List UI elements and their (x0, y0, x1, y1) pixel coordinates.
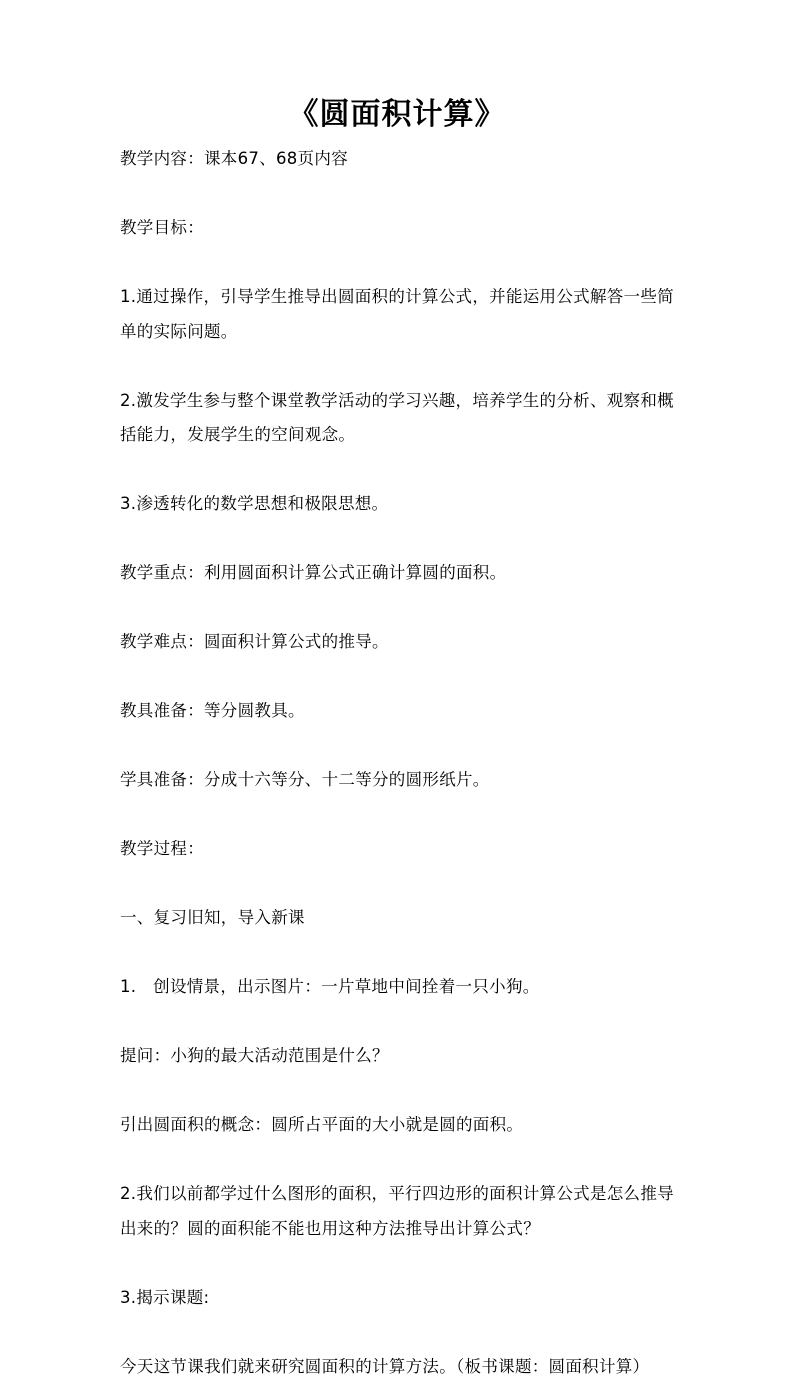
paragraph-spacer (120, 729, 680, 764)
paragraph-spacer (120, 1143, 680, 1178)
paragraph-difficulty: 教学难点：圆面积计算公式的推导。 (120, 625, 680, 660)
paragraph-spacer (120, 660, 680, 695)
paragraph-spacer (120, 453, 680, 488)
paragraph-spacer (120, 936, 680, 971)
paragraph-step-3: 3.揭示课题: (120, 1281, 680, 1316)
paragraph-goal-3: 3.渗透转化的数学思想和极限思想。 (120, 487, 680, 522)
paragraph-spacer (120, 1005, 680, 1040)
paragraph-spacer (120, 349, 680, 384)
paragraph-section-1-heading: 一、复习旧知，导入新课 (120, 901, 680, 936)
paragraph-spacer (120, 246, 680, 281)
paragraph-goal-2: 2.激发学生参与整个课堂教学活动的学习兴趣，培养学生的分析、观察和概括能力，发展学生的空间观念。 (120, 384, 680, 453)
paragraph-teaching-content: 教学内容：课本67、68页内容 (120, 142, 680, 177)
paragraph-spacer (120, 177, 680, 212)
paragraph-spacer (120, 522, 680, 557)
paragraph-goal-1: 1.通过操作，引导学生推导出圆面积的计算公式，并能运用公式解答一些简单的实际问题。 (120, 280, 680, 349)
document-body (120, 142, 680, 1384)
paragraph-learning-aids: 学具准备：分成十六等分、十二等分的圆形纸片。 (120, 763, 680, 798)
paragraph-spacer (120, 867, 680, 902)
paragraph-teaching-goals-heading: 教学目标： (120, 211, 680, 246)
paragraph-spacer (120, 1315, 680, 1350)
paragraph-key-point: 教学重点：利用圆面积计算公式正确计算圆的面积。 (120, 556, 680, 591)
paragraph-step-2: 2.我们以前都学过什么图形的面积，平行四边形的面积计算公式是怎么推导出来的？圆的面积能不能也用这种方法推导出计算公式？ (120, 1177, 680, 1246)
paragraph-spacer (120, 1074, 680, 1109)
paragraph-spacer (120, 1246, 680, 1281)
paragraph-process-heading: 教学过程： (120, 832, 680, 867)
paragraph-step-1: 1. 创设情景，出示图片：一片草地中间拴着一只小狗。 (120, 970, 680, 1005)
paragraph-spacer (120, 798, 680, 833)
document-title: 《圆面积计算》 (0, 93, 794, 137)
paragraph-teaching-aids: 教具准备：等分圆教具。 (120, 694, 680, 729)
paragraph-spacer (120, 591, 680, 626)
paragraph-question: 提问：小狗的最大活动范围是什么？ (120, 1039, 680, 1074)
paragraph-area-concept: 引出圆面积的概念：圆所占平面的大小就是圆的面积。 (120, 1108, 680, 1143)
paragraph-reveal-topic: 今天这节课我们就来研究圆面积的计算方法。（板书课题：圆面积计算） (120, 1350, 680, 1384)
